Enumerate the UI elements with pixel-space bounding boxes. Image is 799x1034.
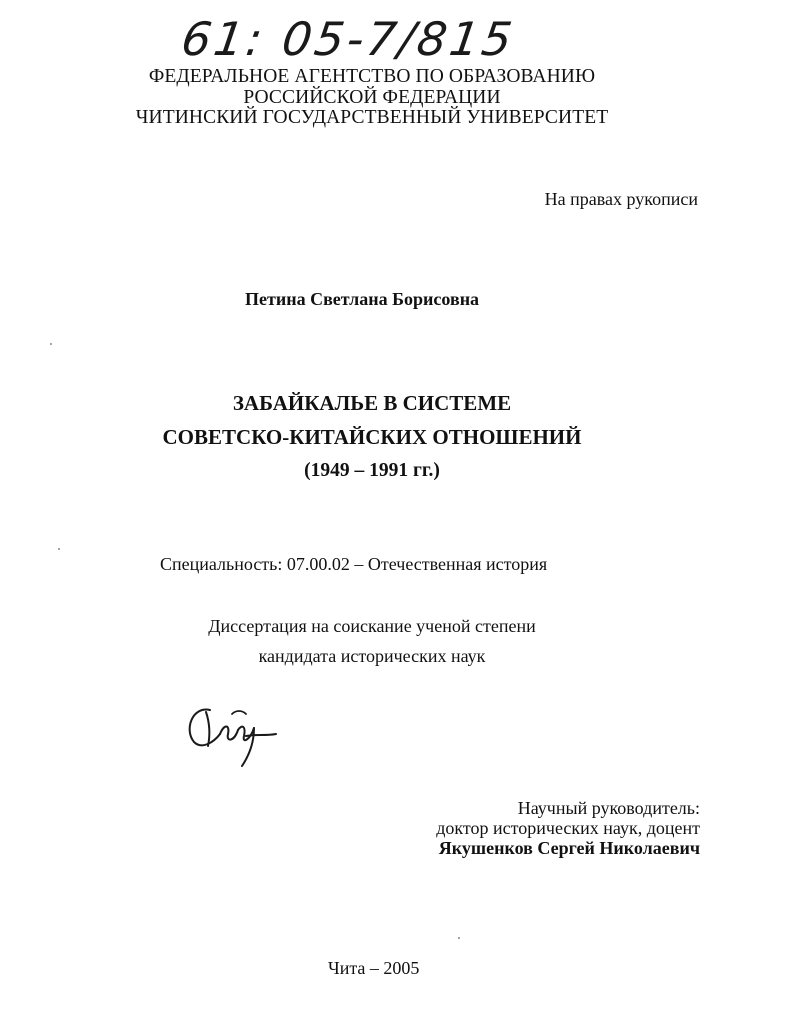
dissertation-line-2: кандидата исторических наук (258, 646, 486, 666)
author-signature (180, 690, 290, 775)
scan-speck (58, 548, 60, 550)
specialty-line: Специальность: 07.00.02 – Отечественная история (160, 554, 548, 574)
header-agency: ФЕДЕРАЛЬНОЕ АГЕНТСТВО ПО ОБРАЗОВАНИЮ (148, 66, 596, 87)
supervisor-degree: доктор исторических наук, доцент (436, 818, 700, 838)
author-name: Петина Светлана Борисовна (245, 289, 480, 309)
title-line-1: ЗАБАЙКАЛЬЕ В СИСТЕМЕ (232, 391, 512, 415)
scan-speck (50, 343, 52, 345)
handwritten-catalog-number: 61: 05-7/815 (178, 12, 519, 66)
supervisor-label: Научный руководитель: (517, 798, 700, 818)
title-line-2: СОВЕТСКО-КИТАЙСКИХ ОТНОШЕНИЙ (162, 425, 582, 449)
scan-speck (458, 937, 460, 939)
city-year: Чита – 2005 (328, 958, 420, 978)
signature-icon (180, 690, 290, 770)
title-years: (1949 – 1991 гг.) (304, 460, 440, 481)
manuscript-rights-note: На правах рукописи (544, 189, 698, 209)
dissertation-line-1: Диссертация на соискание ученой степени (208, 616, 536, 636)
header-university: ЧИТИНСКИЙ ГОСУДАРСТВЕННЫЙ УНИВЕРСИТЕТ (135, 107, 609, 128)
header-country: РОССИЙСКОЙ ФЕДЕРАЦИИ (243, 87, 501, 108)
supervisor-name: Якушенков Сергей Николаевич (438, 838, 700, 858)
